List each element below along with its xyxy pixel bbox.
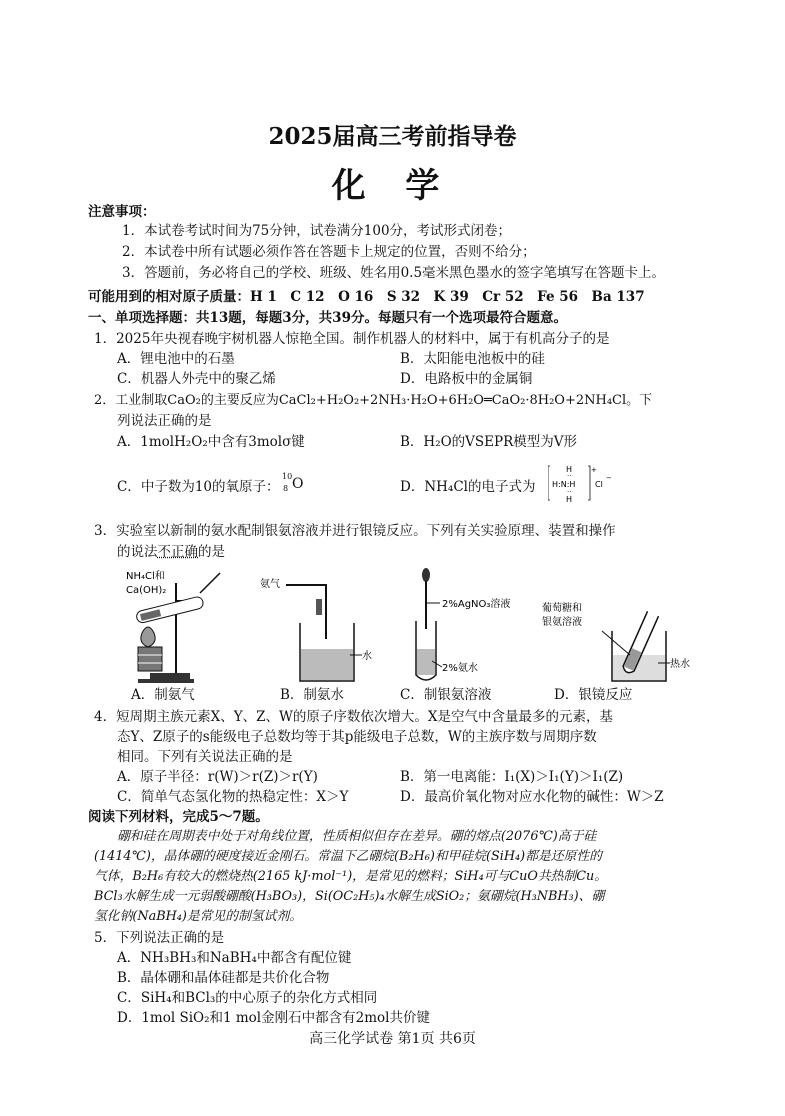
- page-footer: 高三化学试卷 第1页 共6页: [309, 1031, 476, 1047]
- q3-stem-emphasis: 不正确: [157, 544, 198, 560]
- q2-stem-line2: 列说法正确的是: [117, 413, 212, 429]
- svg-text:水: 水: [362, 651, 372, 662]
- svg-text:银氨溶液: 银氨溶液: [542, 617, 582, 628]
- svg-text:NH₄Cl和: NH₄Cl和: [126, 571, 165, 582]
- notice-item-1: 1．本试卷考试时间为75分钟，试卷满分100分，考试形式闭卷；: [122, 223, 512, 239]
- apparatus-b: [260, 577, 372, 681]
- svg-text:2%AgNO₃溶液: 2%AgNO₃溶液: [442, 599, 511, 610]
- svg-text:H: H: [566, 495, 573, 504]
- notice-item-2: 2．本试卷中所有试题必须作答在答题卡上规定的位置，否则不给分；: [122, 244, 536, 260]
- svg-text:热水: 热水: [670, 659, 690, 670]
- q2-option-d: D．NH₄Cl的电子式为: [400, 479, 536, 495]
- section-heading: 一、单项选择题：共13题，每题3分，共39分。每题只有一个选项最符合题意。: [88, 310, 567, 326]
- q2-option-c: C．中子数为10的氧原子：: [117, 479, 280, 495]
- q2-option-b: B．H₂O的VSEPR模型为V形: [400, 434, 578, 450]
- element-symbol: O: [292, 476, 304, 492]
- mass-number: 10: [282, 472, 293, 481]
- q5-option-a: A．NH₃BH₃和NaBH₄中都含有配位键: [117, 950, 352, 966]
- q1-option-d: D．电路板中的金属铜: [400, 371, 533, 387]
- notice-heading: 注意事项：: [88, 204, 156, 220]
- apparatus-c: [416, 568, 510, 680]
- q4-option-c: C．简单气态氢化物的热稳定性：X＞Y: [117, 789, 349, 805]
- apparatus-a: [126, 570, 220, 683]
- atomic-masses: 可能用到的相对原子质量：H 1 C 12 O 16 S 32 K 39 Cr 52 Fe 56 Ba 137: [88, 289, 645, 305]
- svg-text:葡萄糖和: 葡萄糖和: [542, 603, 582, 614]
- q3-apparatus-figure: [110, 563, 710, 685]
- apparatus-d: [542, 601, 690, 681]
- svg-text:Cl: Cl: [595, 480, 603, 489]
- q2-option-a: A．1molH₂O₂中含有3molσ键: [117, 434, 305, 450]
- q3-option-d: D．银镜反应: [554, 687, 633, 703]
- exam-title: 2025届高三考前指导卷: [268, 123, 517, 150]
- nh4cl-electron-formula: [548, 462, 614, 504]
- svg-text:−: −: [606, 474, 612, 482]
- q1-option-c: C．机器人外壳中的聚乙烯: [117, 371, 276, 387]
- svg-text:Ca(OH)₂: Ca(OH)₂: [126, 585, 167, 596]
- q4-option-d: D．最高价氧化物对应水化物的碱性：W＞Z: [400, 789, 664, 805]
- q3-option-a: A．制氨气: [131, 687, 195, 703]
- q5-option-c: C．SiH₄和BCl₃的中心原子的杂化方式相同: [117, 990, 378, 1006]
- q3-stem-pre: 的说法: [117, 544, 158, 560]
- q4-option-a: A．原子半径：r(W)＞r(Z)＞r(Y): [117, 769, 318, 785]
- q4-stem-line1: 4．短周期主族元素X、Y、Z、W的原子序数依次增大。X是空气中含量最多的元素，基: [94, 709, 613, 725]
- q5-option-d: D．1mol SiO₂和1 mol金刚石中都含有2mol共价键: [117, 1010, 430, 1026]
- q3-stem-post: 的是: [198, 544, 225, 560]
- q2-oxygen-isotope: [282, 472, 322, 500]
- svg-text:··: ··: [567, 472, 572, 480]
- reading-line-4: BCl₃水解生成一元弱酸硼酸(H₃BO₃)，Si(OC₂H₅)₄水解生成SiO₂；氨硼烷(H₃NBH₃)、硼: [94, 889, 605, 904]
- svg-text:+: +: [591, 466, 597, 474]
- q1-stem: 1．2025年央视春晚宇树机器人惊艳全国。制作机器人的材料中，属于有机高分子的是: [94, 331, 610, 347]
- q5-option-b: B．晶体硼和晶体硅都是共价化合物: [117, 970, 330, 986]
- q1-option-a: A．锂电池中的石墨: [117, 351, 235, 367]
- q1-option-b: B．太阳能电池板中的硅: [400, 351, 545, 367]
- reading-heading: 阅读下列材料，完成5～7题。: [88, 809, 269, 825]
- svg-text:··: ··: [567, 488, 572, 496]
- reading-line-3: 气体，B₂H₆有较大的燃烧热(2165 kJ·mol⁻¹)，是常见的燃料；SiH₄可与CuO共热制Cu。: [94, 869, 608, 884]
- reading-line-2: (1414℃)，晶体硼的硬度接近金刚石。常温下乙硼烷(B₂H₆)和甲硅烷(SiH₄)都是还原性的: [94, 849, 602, 864]
- q3-stem-line2: [117, 543, 225, 561]
- q4-stem-line3: 相同。下列有关说法正确的是: [117, 749, 293, 765]
- svg-text:H:N:H: H:N:H: [552, 480, 576, 489]
- notice-item-3: 3．答题前，务必将自己的学校、班级、姓名用0.5毫米黑色墨水的签字笔填写在答题卡上。: [122, 265, 666, 281]
- q4-stem-line2: 态Y、Z原子的s能级电子总数均等于其p能级电子总数，W的主族序数与周期序数: [117, 729, 597, 745]
- reading-line-1: 硼和硅在周期表中处于对角线位置，性质相似但存在差异。硼的熔点(2076℃)高于硅: [117, 829, 597, 844]
- atomic-number: 8: [283, 484, 289, 493]
- q3-option-c: C．制银氨溶液: [400, 687, 492, 703]
- q2-stem-line1: 2．工业制取CaO₂的主要反应为CaCl₂+H₂O₂+2NH₃·H₂O+6H₂O═CaO₂·8H₂O+2NH₄Cl。下: [94, 393, 653, 408]
- q4-option-b: B．第一电离能：I₁(X)＞I₁(Y)＞I₁(Z): [400, 769, 624, 785]
- q5-stem: 5．下列说法正确的是: [94, 930, 225, 946]
- q3-stem-line1: 3．实验室以新制的氨水配制银氨溶液并进行银镜反应。下列有关实验原理、装置和操作: [94, 523, 616, 539]
- q3-option-b: B．制氨水: [280, 687, 344, 703]
- svg-text:2%氨水: 2%氨水: [442, 663, 478, 674]
- subject-title: 化 学: [331, 166, 454, 206]
- svg-text:氨气: 氨气: [260, 579, 280, 590]
- reading-line-5: 氢化钠(NaBH₄)是常见的制氢试剂。: [94, 909, 303, 924]
- svg-text:H: H: [566, 465, 573, 474]
